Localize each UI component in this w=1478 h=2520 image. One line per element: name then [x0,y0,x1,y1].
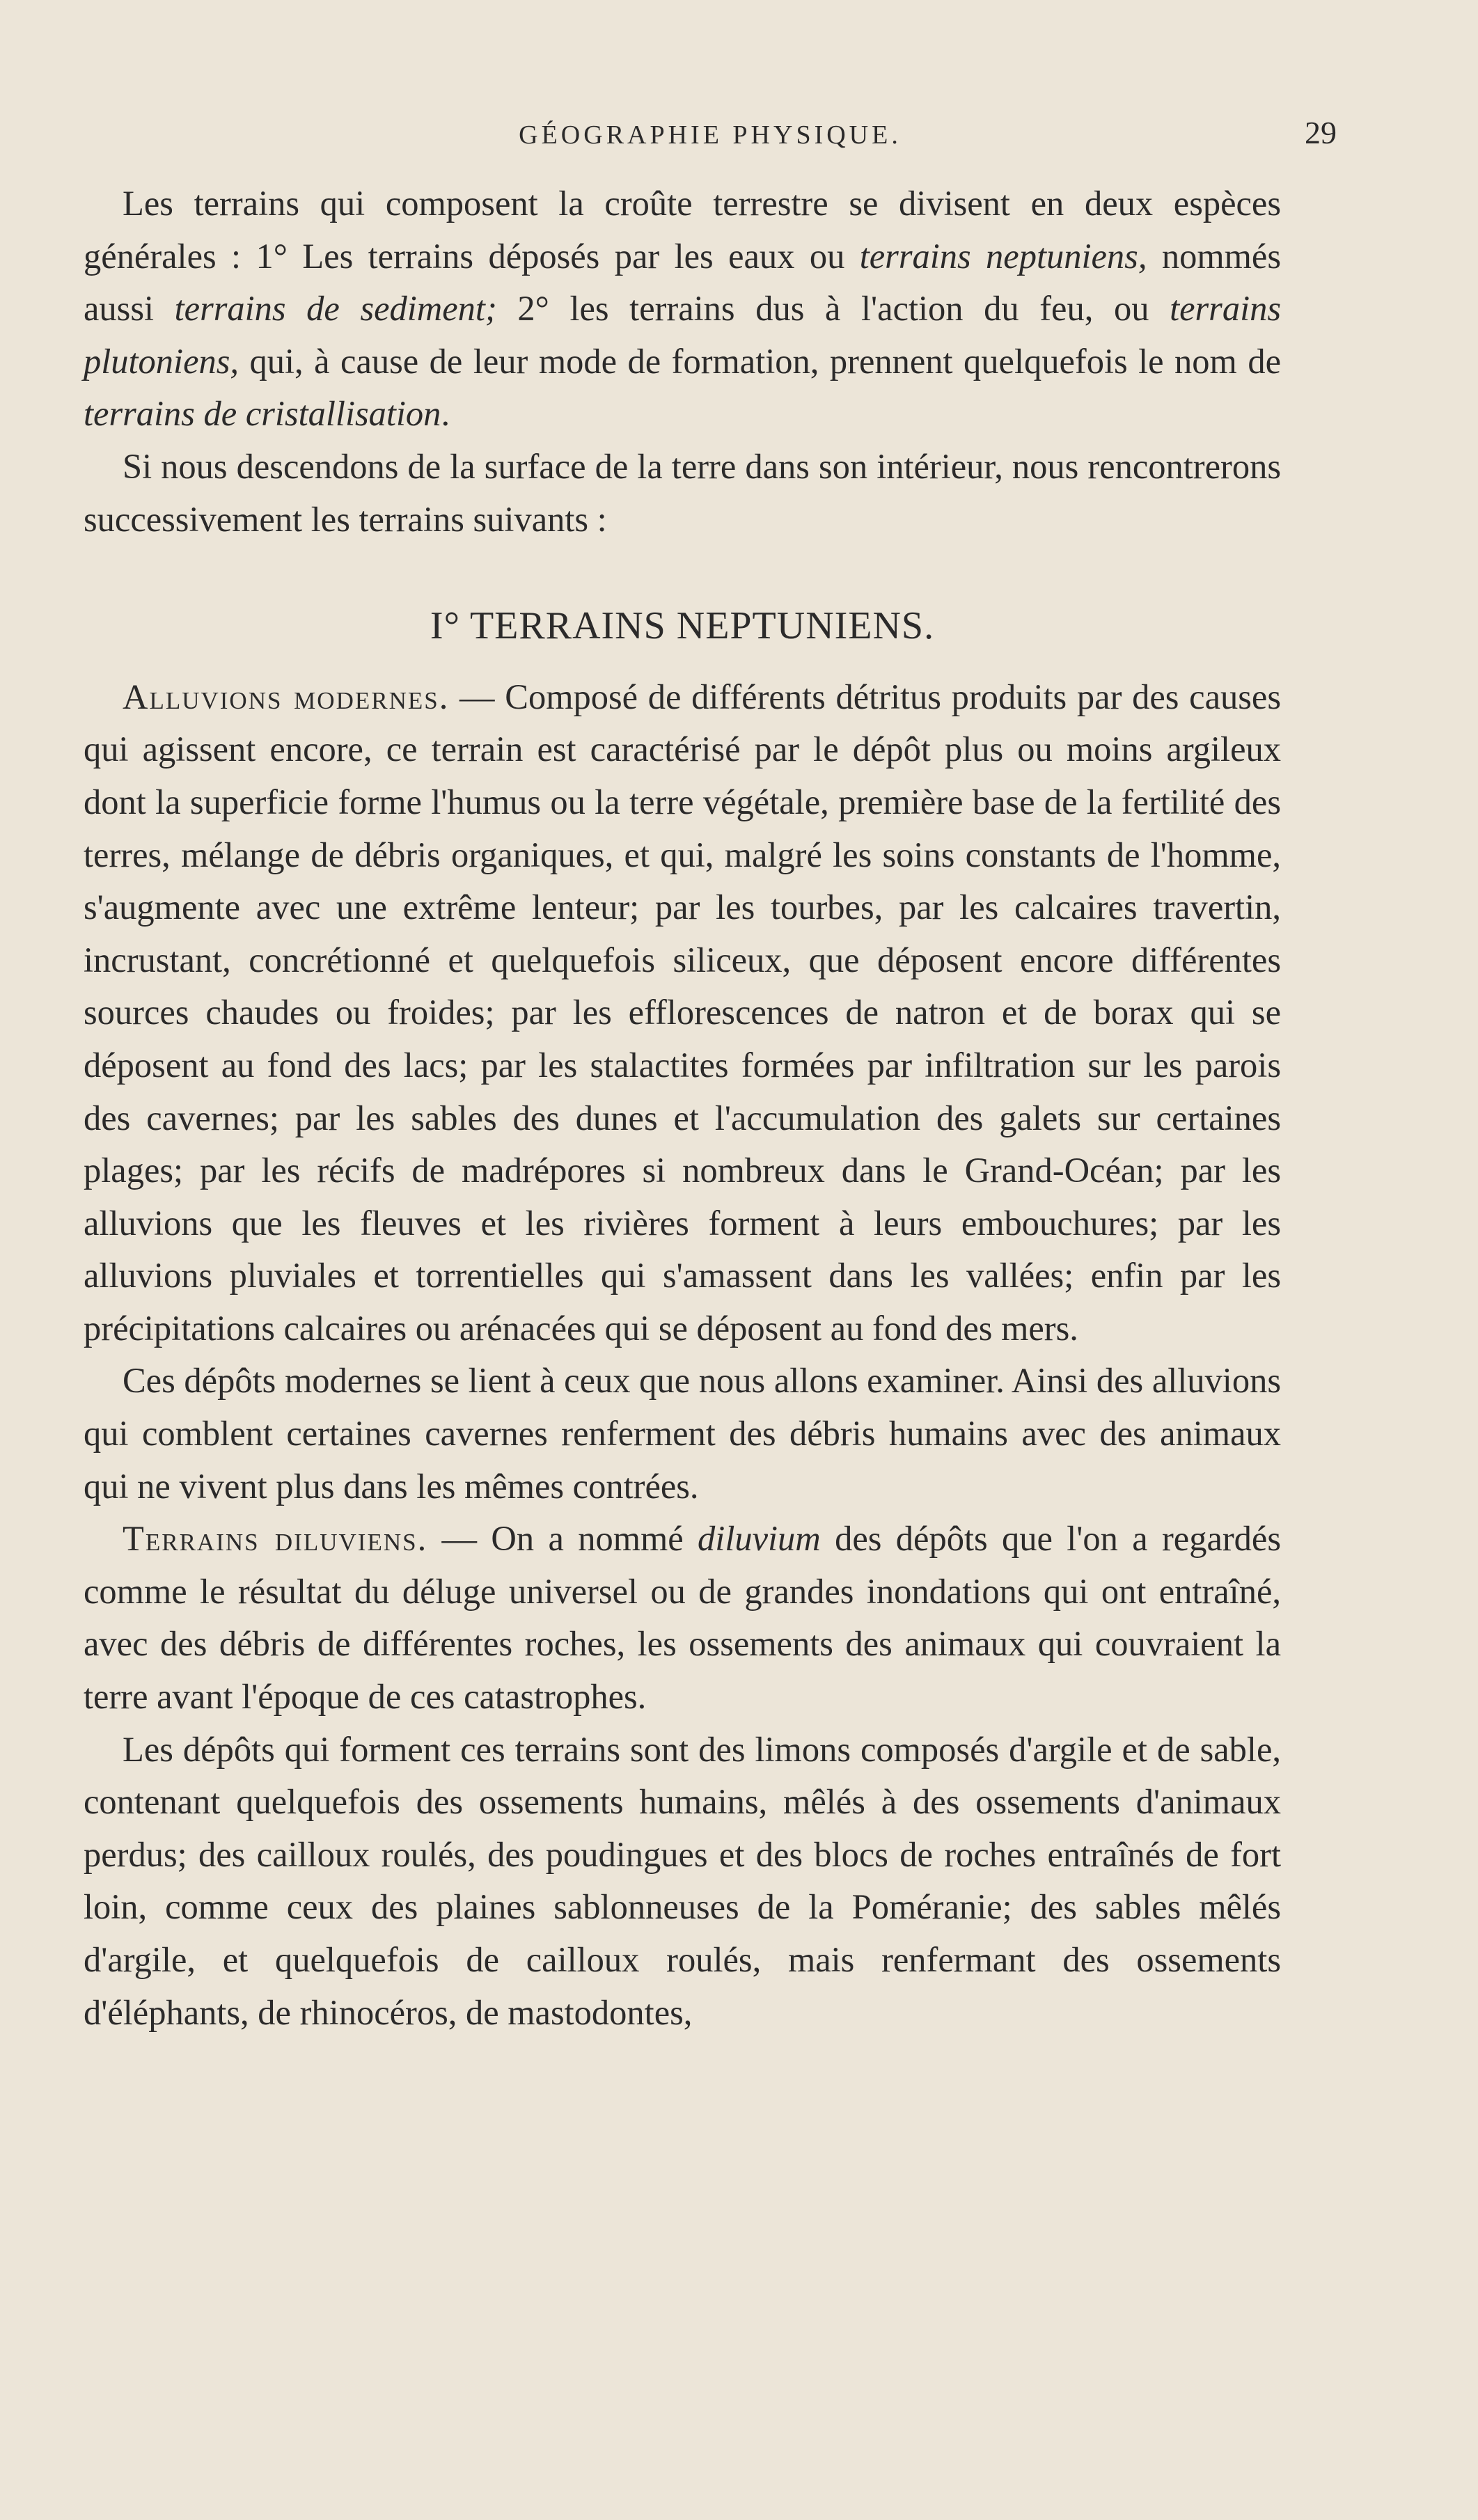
paragraph-descent: Si nous descendons de la surface de la terre dans son intérieur, nous rencontrerons successivement les terrains suivants : [84,446,1281,539]
text-run: des dépôts que l'on a regardés comme le résultat du déluge universel ou de grandes inondations qui ont entraîné, avec des débris de différentes roches, les ossements des animaux qui couvraient la terre avant l'époque de ces catastrophes. [84,1519,1282,1717]
paragraph-alluvions-modernes [84,671,1281,1355]
page-number: 29 [1305,115,1337,150]
paragraph-terrain-classes [84,178,1281,441]
italic-term: terrains neptuniens, [859,236,1147,276]
text-run: — On a nommé [427,1519,698,1559]
section-heading: I° TERRAINS NEPTUNIENS. [430,604,935,648]
paragraph-lead: Alluvions modernes. [123,677,450,716]
page-header [84,111,1337,153]
text-run: qui, à cause de leur mode de formation, prennent quelquefois le nom de [239,341,1281,381]
italic-term: diluvium [698,1519,821,1559]
italic-term: terrains de cristallisation [84,394,441,434]
text-run: Les terrains qui composent la croûte terrestre se divisent en deux espèces générales : 1° Les terrains déposés par les eaux ou [84,184,1281,276]
italic-term: terrains de sediment; [174,289,497,329]
text-run: . [441,394,450,434]
text-run: nommés aussi [84,236,1281,329]
paragraph-diluvial-deposits: Les dépôts qui forment ces terrains sont des limons composés d'argile et de sable, contenant quelquefois des ossements humains, mêlés à des ossements d'animaux perdus; des cailloux roulés, des poudingues et des blocs de roches entraînés de fort loin, comme ceux des plaines sablonneuses de la Poméranie; des sables mêlés d'argile, et quelquefois de cailloux roulés, mais renfermant des ossements d'éléphants, de rhinocéros, de mastodontes, [84,1729,1281,2032]
paragraph-modern-deposits: Ces dépôts modernes se lient à ceux que nous allons examiner. Ainsi des alluvions qui comblent certaines cavernes renferment des débris humains avec des animaux qui ne vivent plus dans les mêmes contrées. [84,1361,1281,1506]
text-run: — Composé de différents détritus produits par des causes qui agissent encore, ce terrain est caractérisé par le dépôt plus ou moins argileux dont la superficie forme l'humus ou la terre végétale, première base de la fertilité des terres, mélange de débris organiques, et qui, malgré les soins constants de l'homme, s'augmente avec une extrême lenteur; par les tourbes, par les calcaires travertin, incrustant, concrétionné et quelquefois siliceux, que déposent encore différentes sources chaudes ou froides; par les efflorescences de natron et de borax qui se déposent au fond des lacs; par les stalactites formées par infiltration sur les parois des cavernes; par les sables des dunes et l'accumulation des galets sur certaines plages; par les récifs de madrépores si nombreux dans le Grand-Océan; par les alluvions que les fleuves et les rivières forment à leurs embouchures; par les alluvions pluviales et torrentielles qui s'amassent dans les vallées; enfin par les précipitations calcaires ou arénacées qui se déposent au fond des mers. [84,677,1281,1348]
running-title: GÉOGRAPHIE PHYSIQUE. [519,120,902,150]
body-text [84,178,1281,2039]
text-run: 2° les terrains dus à l'action du feu, ou [496,289,1170,329]
paragraph-lead: Terrains diluviens. [123,1519,428,1559]
italic-term: terrains plutoniens, [84,289,1281,381]
paragraph-terrains-diluviens [84,1513,1281,1723]
